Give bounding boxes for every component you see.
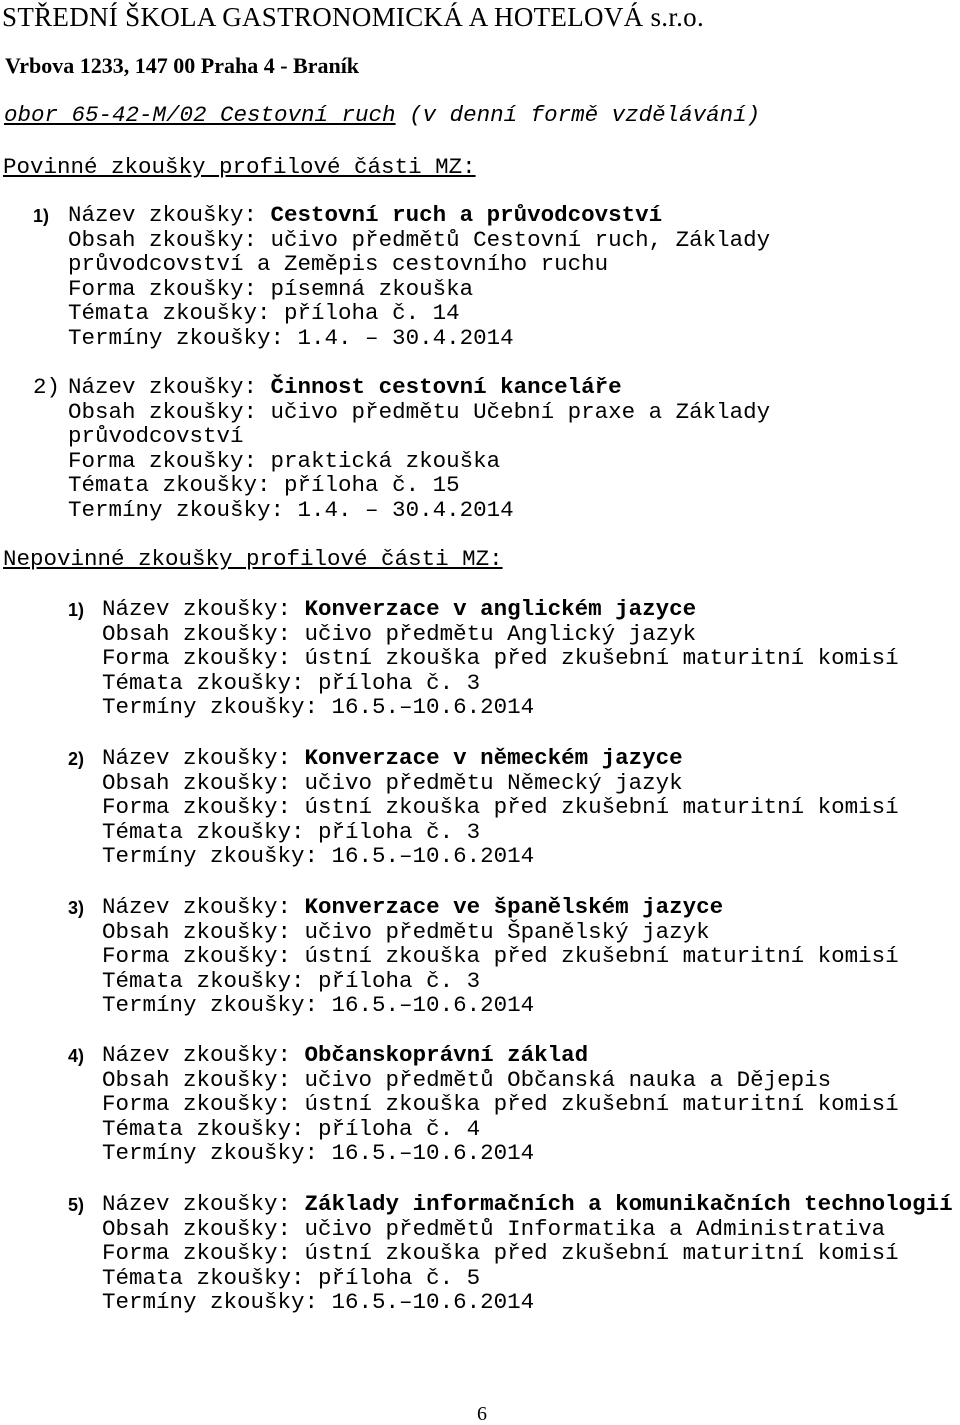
exam-dates-label: Termíny zkoušky: (68, 496, 298, 523)
exam-content-value: učivo předmětu Německý jazyk (304, 769, 683, 796)
exam-name-label: Název zkoušky: (68, 202, 271, 228)
exam-content-continued: průvodcovství (68, 423, 244, 449)
exam-number: 4) (68, 1046, 85, 1066)
exam-form-label: Forma zkoušky: (68, 447, 271, 474)
exam-form-label: Forma zkoušky: (102, 645, 305, 671)
exam-form (102, 945, 899, 968)
exam-number: 2) (33, 374, 61, 400)
exam-content-value: učivo předmětu Španělský jazyk (304, 918, 710, 945)
exam-dates (102, 1291, 534, 1314)
exam-topics-label: Témata zkoušky: (68, 472, 285, 498)
exam-content-value: učivo předmětů Občanská nauka a Dějepis (304, 1066, 832, 1093)
exam-topics-label: Témata zkoušky: (102, 669, 319, 696)
exam-number: 2) (68, 749, 85, 769)
exam-dates-value: 16.5.–10.6.2014 (331, 843, 535, 869)
exam-name-value: Činnost cestovní kanceláře (270, 374, 622, 400)
exam-number: 1) (33, 206, 50, 226)
exam-dates (102, 696, 534, 719)
exam-topics-value: příloha č. 14 (284, 300, 460, 326)
school-address: Vrbova 1233, 147 00 Praha 4 - Braník (5, 53, 360, 78)
exam-content-label: Obsah zkoušky: (102, 918, 305, 945)
exam-content-value: učivo předmětů Cestovní ruch, Základy (270, 226, 771, 253)
exam-content (68, 398, 771, 425)
exam-name-value: Konverzace v anglickém jazyce (304, 596, 697, 622)
exam-content-label: Obsah zkoušky: (102, 1215, 305, 1242)
exam-content-value: učivo předmětů Informatika a Administrativa (304, 1215, 886, 1242)
exam-topics-label: Témata zkoušky: (102, 818, 319, 845)
exam-dates-label: Termíny zkoušky: (102, 843, 332, 869)
exam-content-label: Obsah zkoušky: (102, 620, 305, 647)
exam-form-value: praktická zkouška (270, 447, 501, 474)
exam-name-label: Název zkoušky: (102, 894, 305, 920)
exam-number: 5) (68, 1195, 85, 1215)
mandatory-exams-heading: Povinné zkoušky profilové části MZ: (3, 154, 476, 180)
exam-content-label: Obsah zkoušky: (68, 226, 271, 253)
school-name: STŘEDNÍ ŠKOLA GASTRONOMICKÁ A HOTELOVÁ s.r.o. (2, 2, 705, 32)
exam-dates-value: 16.5.–10.6.2014 (331, 1140, 535, 1166)
exam-name-label: Název zkoušky: (102, 745, 305, 771)
exam-topics-value: příloha č. 3 (318, 818, 481, 845)
exam-dates-label: Termíny zkoušky: (102, 992, 332, 1018)
exam-number: 1) (68, 600, 85, 620)
exam-topics (102, 818, 481, 845)
exam-topics-value: příloha č. 4 (318, 1115, 481, 1142)
exam-content-value: učivo předmětu Anglický jazyk (304, 620, 697, 647)
exam-dates (68, 496, 514, 523)
exam-topics-label: Témata zkoušky: (102, 1264, 319, 1291)
exam-form-label: Forma zkoušky: (102, 1091, 305, 1117)
exam-name-value: Konverzace v německém jazyce (304, 745, 683, 771)
exam-content-label: Obsah zkoušky: (102, 769, 305, 796)
exam-dates-label: Termíny zkoušky: (102, 1140, 332, 1166)
exam-topics-value: příloha č. 15 (284, 472, 460, 498)
optional-exams-heading: Nepovinné zkoušky profilové části MZ: (3, 546, 503, 572)
exam-form-value: ústní zkouška před zkušební maturitní komisí (304, 794, 899, 820)
exam-name-value: Občanskoprávní základ (304, 1042, 589, 1068)
page-number: 6 (477, 1403, 487, 1425)
exam-dates (68, 324, 514, 351)
exam-topics (102, 1264, 481, 1291)
exam-name (102, 896, 723, 919)
exam-content (102, 620, 697, 647)
exam-form (68, 447, 501, 474)
exam-form-label: Forma zkoušky: (102, 1240, 305, 1266)
exam-form (102, 647, 899, 670)
exam-topics (68, 474, 460, 497)
exam-topics (102, 967, 481, 994)
exam-name-value: Základy informačních a komunikačních technologií (304, 1191, 953, 1217)
exam-name-label: Název zkoušky: (102, 596, 305, 622)
exam-name-label: Název zkoušky: (102, 1042, 305, 1068)
exam-dates-value: 16.5.–10.6.2014 (331, 1289, 535, 1315)
exam-name (102, 598, 696, 621)
exam-form-label: Forma zkoušky: (102, 943, 305, 969)
exam-form (102, 796, 899, 819)
exam-dates-label: Termíny zkoušky: (68, 324, 298, 351)
exam-topics-label: Témata zkoušky: (102, 967, 319, 994)
exam-content-continued: průvodcovství a Zeměpis cestovního ruchu (68, 251, 609, 277)
exam-form-value: ústní zkouška před zkušební maturitní komisí (304, 1091, 899, 1117)
exam-topics-value: příloha č. 3 (318, 669, 481, 696)
exam-name-label: Název zkoušky: (102, 1191, 305, 1217)
exam-content (102, 1215, 886, 1242)
exam-dates-value: 16.5.–10.6.2014 (331, 694, 535, 720)
exam-name (68, 376, 622, 399)
exam-topics-label: Témata zkoušky: (102, 1115, 319, 1142)
exam-dates-label: Termíny zkoušky: (102, 694, 332, 720)
exam-topics-value: příloha č. 5 (318, 1264, 481, 1291)
study-field-code: obor 65-42-M/02 Cestovní ruch (4, 102, 396, 128)
exam-form-value: ústní zkouška před zkušební maturitní komisí (304, 1240, 899, 1266)
exam-name (68, 204, 662, 227)
exam-form (102, 1093, 899, 1116)
exam-topics (102, 1115, 481, 1142)
exam-dates-value: 1.4. – 30.4.2014 (297, 496, 514, 523)
exam-content-label: Obsah zkoušky: (68, 398, 271, 425)
exam-name-label: Název zkoušky: (68, 374, 271, 400)
exam-dates-label: Termíny zkoušky: (102, 1289, 332, 1315)
exam-dates (102, 994, 534, 1017)
exam-topics-value: příloha č. 3 (318, 967, 481, 994)
exam-content-value: učivo předmětu Učební praxe a Základy (270, 398, 771, 425)
exam-form-label: Forma zkoušky: (102, 794, 305, 820)
exam-name-value: Cestovní ruch a průvodcovství (270, 202, 663, 228)
exam-form (102, 1242, 899, 1265)
exam-topics (102, 669, 481, 696)
exam-name (102, 1193, 953, 1216)
exam-dates (102, 845, 534, 868)
exam-dates (102, 1142, 534, 1165)
exam-content (102, 918, 710, 945)
exam-content-label: Obsah zkoušky: (102, 1066, 305, 1093)
exam-name (102, 747, 683, 770)
exam-form (68, 275, 474, 302)
exam-dates-value: 1.4. – 30.4.2014 (297, 324, 514, 351)
exam-dates-value: 16.5.–10.6.2014 (331, 992, 535, 1018)
exam-content (102, 769, 683, 796)
exam-form-value: písemná zkouška (270, 275, 474, 302)
exam-form-value: ústní zkouška před zkušební maturitní komisí (304, 645, 899, 671)
exam-content (68, 226, 771, 253)
study-field-form: (v denní formě vzdělávání) (395, 102, 761, 128)
exam-number: 3) (68, 898, 85, 918)
study-field-line (4, 104, 760, 127)
exam-content (102, 1066, 832, 1093)
exam-topics (68, 302, 460, 325)
exam-name-value: Konverzace ve španělském jazyce (304, 894, 724, 920)
exam-topics-label: Témata zkoušky: (68, 300, 285, 326)
exam-form-label: Forma zkoušky: (68, 275, 271, 302)
exam-form-value: ústní zkouška před zkušební maturitní komisí (304, 943, 899, 969)
exam-name (102, 1044, 588, 1067)
